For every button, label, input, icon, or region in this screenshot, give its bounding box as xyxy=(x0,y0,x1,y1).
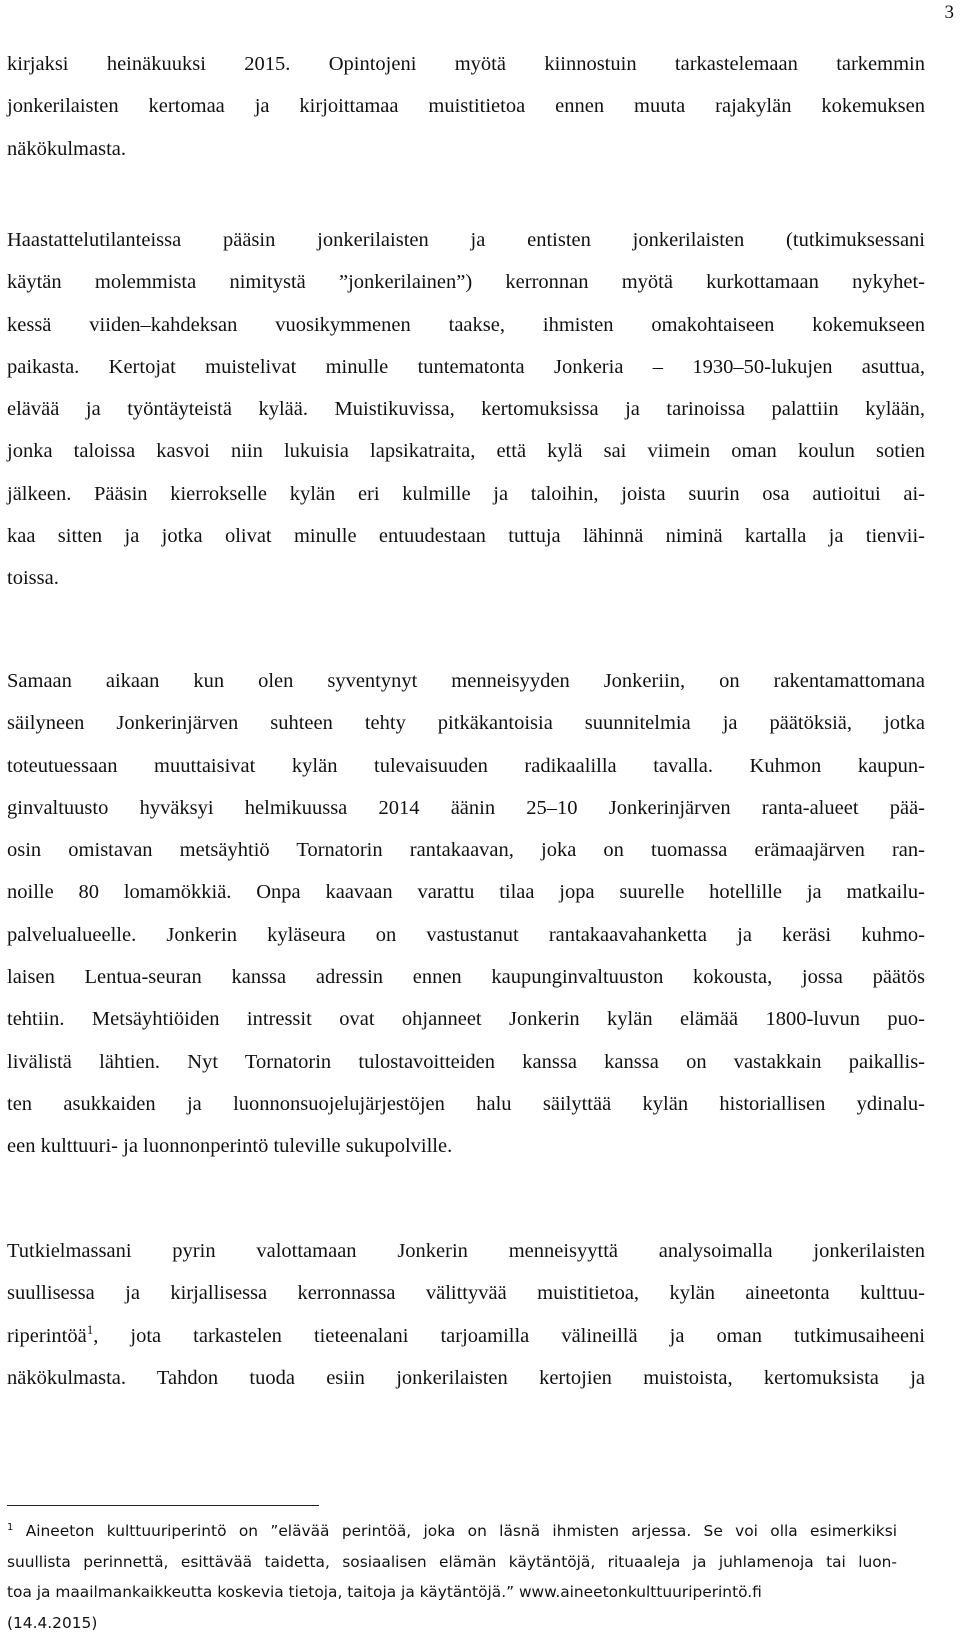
text-line-with-footnote-ref xyxy=(7,1315,925,1357)
text-line: livälistä lähtien. Nyt Tornatorin tulostavoitteiden kanssa kanssa on vastakkain paikallis- xyxy=(7,1050,925,1073)
text-line: toteutuessaan muuttaisivat kylän tulevaisuuden radikaalilla tavalla. Kuhmon kaupun- xyxy=(7,754,925,777)
text-line: Samaan aikaan kun olen syventynyt menneisyyden Jonkeriin, on rakentamattomana xyxy=(7,670,925,692)
paragraph-1 xyxy=(7,43,925,170)
text-line: osin omistavan metsäyhtiö Tornatorin rantakaavan, joka on tuomassa erämaajärven ran- xyxy=(7,839,925,862)
footnote-marker: 1 xyxy=(7,1522,14,1533)
text-line: tehtiin. Metsäyhtiöiden intressit ovat ohjanneet Jonkerin kylän elämää 1800-luvun puo- xyxy=(7,1008,925,1031)
text-line: jälkeen. Pääsin kierrokselle kylän eri kulmille ja taloihin, joista suurin osa autioitui ai- xyxy=(7,482,925,505)
footnote-line: toa ja maailmankaikkeutta koskevia tietoja, taitoja ja käytäntöjä.” www.aineetonkulttuuriperintö.fi xyxy=(7,1583,762,1601)
text-line: näkökulmasta. Tahdon tuoda esiin jonkerilaisten kertojien muistoista, kertomuksista ja xyxy=(7,1366,925,1389)
text-line: palvelualueelle. Jonkerin kyläseura on vastustanut rantakaavahanketta ja keräsi kuhmo- xyxy=(7,923,925,946)
footnote-separator xyxy=(7,1505,319,1506)
page-number: 3 xyxy=(944,2,954,23)
paragraph-3 xyxy=(7,660,925,1168)
footnote-line: (14.4.2015) xyxy=(7,1613,98,1632)
footnote-line xyxy=(7,1516,897,1547)
text-line: käytän molemmista nimitystä ”jonkerilainen”) kerronnan myötä kurkottamaan nykyhet- xyxy=(7,271,925,294)
text-fragment: , jota tarkastelen tieteenalani tarjoamilla välineillä ja oman tutkimusaiheeni xyxy=(93,1324,925,1347)
footnote xyxy=(7,1516,897,1638)
text-line: een kulttuuri- ja luonnonperintö tuleville sukupolville. xyxy=(7,1135,453,1158)
text-line: paikasta. Kertojat muistelivat minulle tuntematonta Jonkeria – 1930–50-lukujen asuttua, xyxy=(7,355,925,378)
text-line: elävää ja työntäyteistä kylää. Muistikuvissa, kertomuksissa ja tarinoissa palattiin kylään, xyxy=(7,398,925,421)
text-line: kaa sitten ja jotka olivat minulle entuudestaan tuttuja lähinnä niminä kartalla ja tienvii- xyxy=(7,525,925,548)
paragraph-2 xyxy=(7,219,925,600)
footnote-line: suullista perinnettä, esittävää taidetta, sosiaalisen elämän käytäntöjä, rituaaleja ja juhlamenoja tai luon- xyxy=(7,1552,897,1571)
text-line: kirjaksi heinäkuuksi 2015. Opintojeni myötä kiinnostuin tarkastelemaan tarkemmin xyxy=(7,53,925,75)
text-line: säilyneen Jonkerinjärven suhteen tehty pitkäkantoisia suunnitelmia ja päätöksiä, jotka xyxy=(7,712,925,735)
text-line: ginvaltuusto hyväksyi helmikuussa 2014 äänin 25–10 Jonkerinjärven ranta-alueet pää- xyxy=(7,796,925,819)
text-line: Tutkielmassani pyrin valottamaan Jonkerin menneisyyttä analysoimalla jonkerilaisten xyxy=(7,1240,925,1262)
text-line: noille 80 lomamökkiä. Onpa kaavaan varattu tilaa jopa suurelle hotellille ja matkailu- xyxy=(7,881,925,904)
text-line: jonka taloissa kasvoi niin lukuisia lapsikatraita, että kylä sai viimein oman koulun sotien xyxy=(7,440,925,463)
text-line: ten asukkaiden ja luonnonsuojelujärjestöjen halu säilyttää kylän historiallisen ydinalu- xyxy=(7,1092,925,1115)
text-line: suullisessa ja kirjallisessa kerronnassa välittyvää muistitietoa, kylän aineetonta kulttuu- xyxy=(7,1282,925,1305)
text-line: kessä viiden–kahdeksan vuosikymmenen taakse, ihmisten omakohtaiseen kokemukseen xyxy=(7,313,925,336)
footnote-reference[interactable]: 1 xyxy=(86,1321,94,1337)
text-line: Haastattelutilanteissa pääsin jonkerilaisten ja entisten jonkerilaisten (tutkimuksessani xyxy=(7,229,925,251)
text-line: näkökulmasta. xyxy=(7,137,126,160)
paragraph-4 xyxy=(7,1230,925,1399)
text-line: jonkerilaisten kertomaa ja kirjoittamaa muistitietoa ennen muuta rajakylän kokemuksen xyxy=(7,95,925,118)
text-line: laisen Lentua-seuran kanssa adressin ennen kaupunginvaltuuston kokousta, jossa päätös xyxy=(7,966,925,989)
text-line: toissa. xyxy=(7,567,59,590)
text-fragment: riperintöä xyxy=(7,1324,87,1347)
text-fragment: Aineeton kulttuuriperintö on ”elävää perintöä, joka on läsnä ihmisten arjessa. Se voi olla esimerkiksi xyxy=(25,1522,897,1540)
